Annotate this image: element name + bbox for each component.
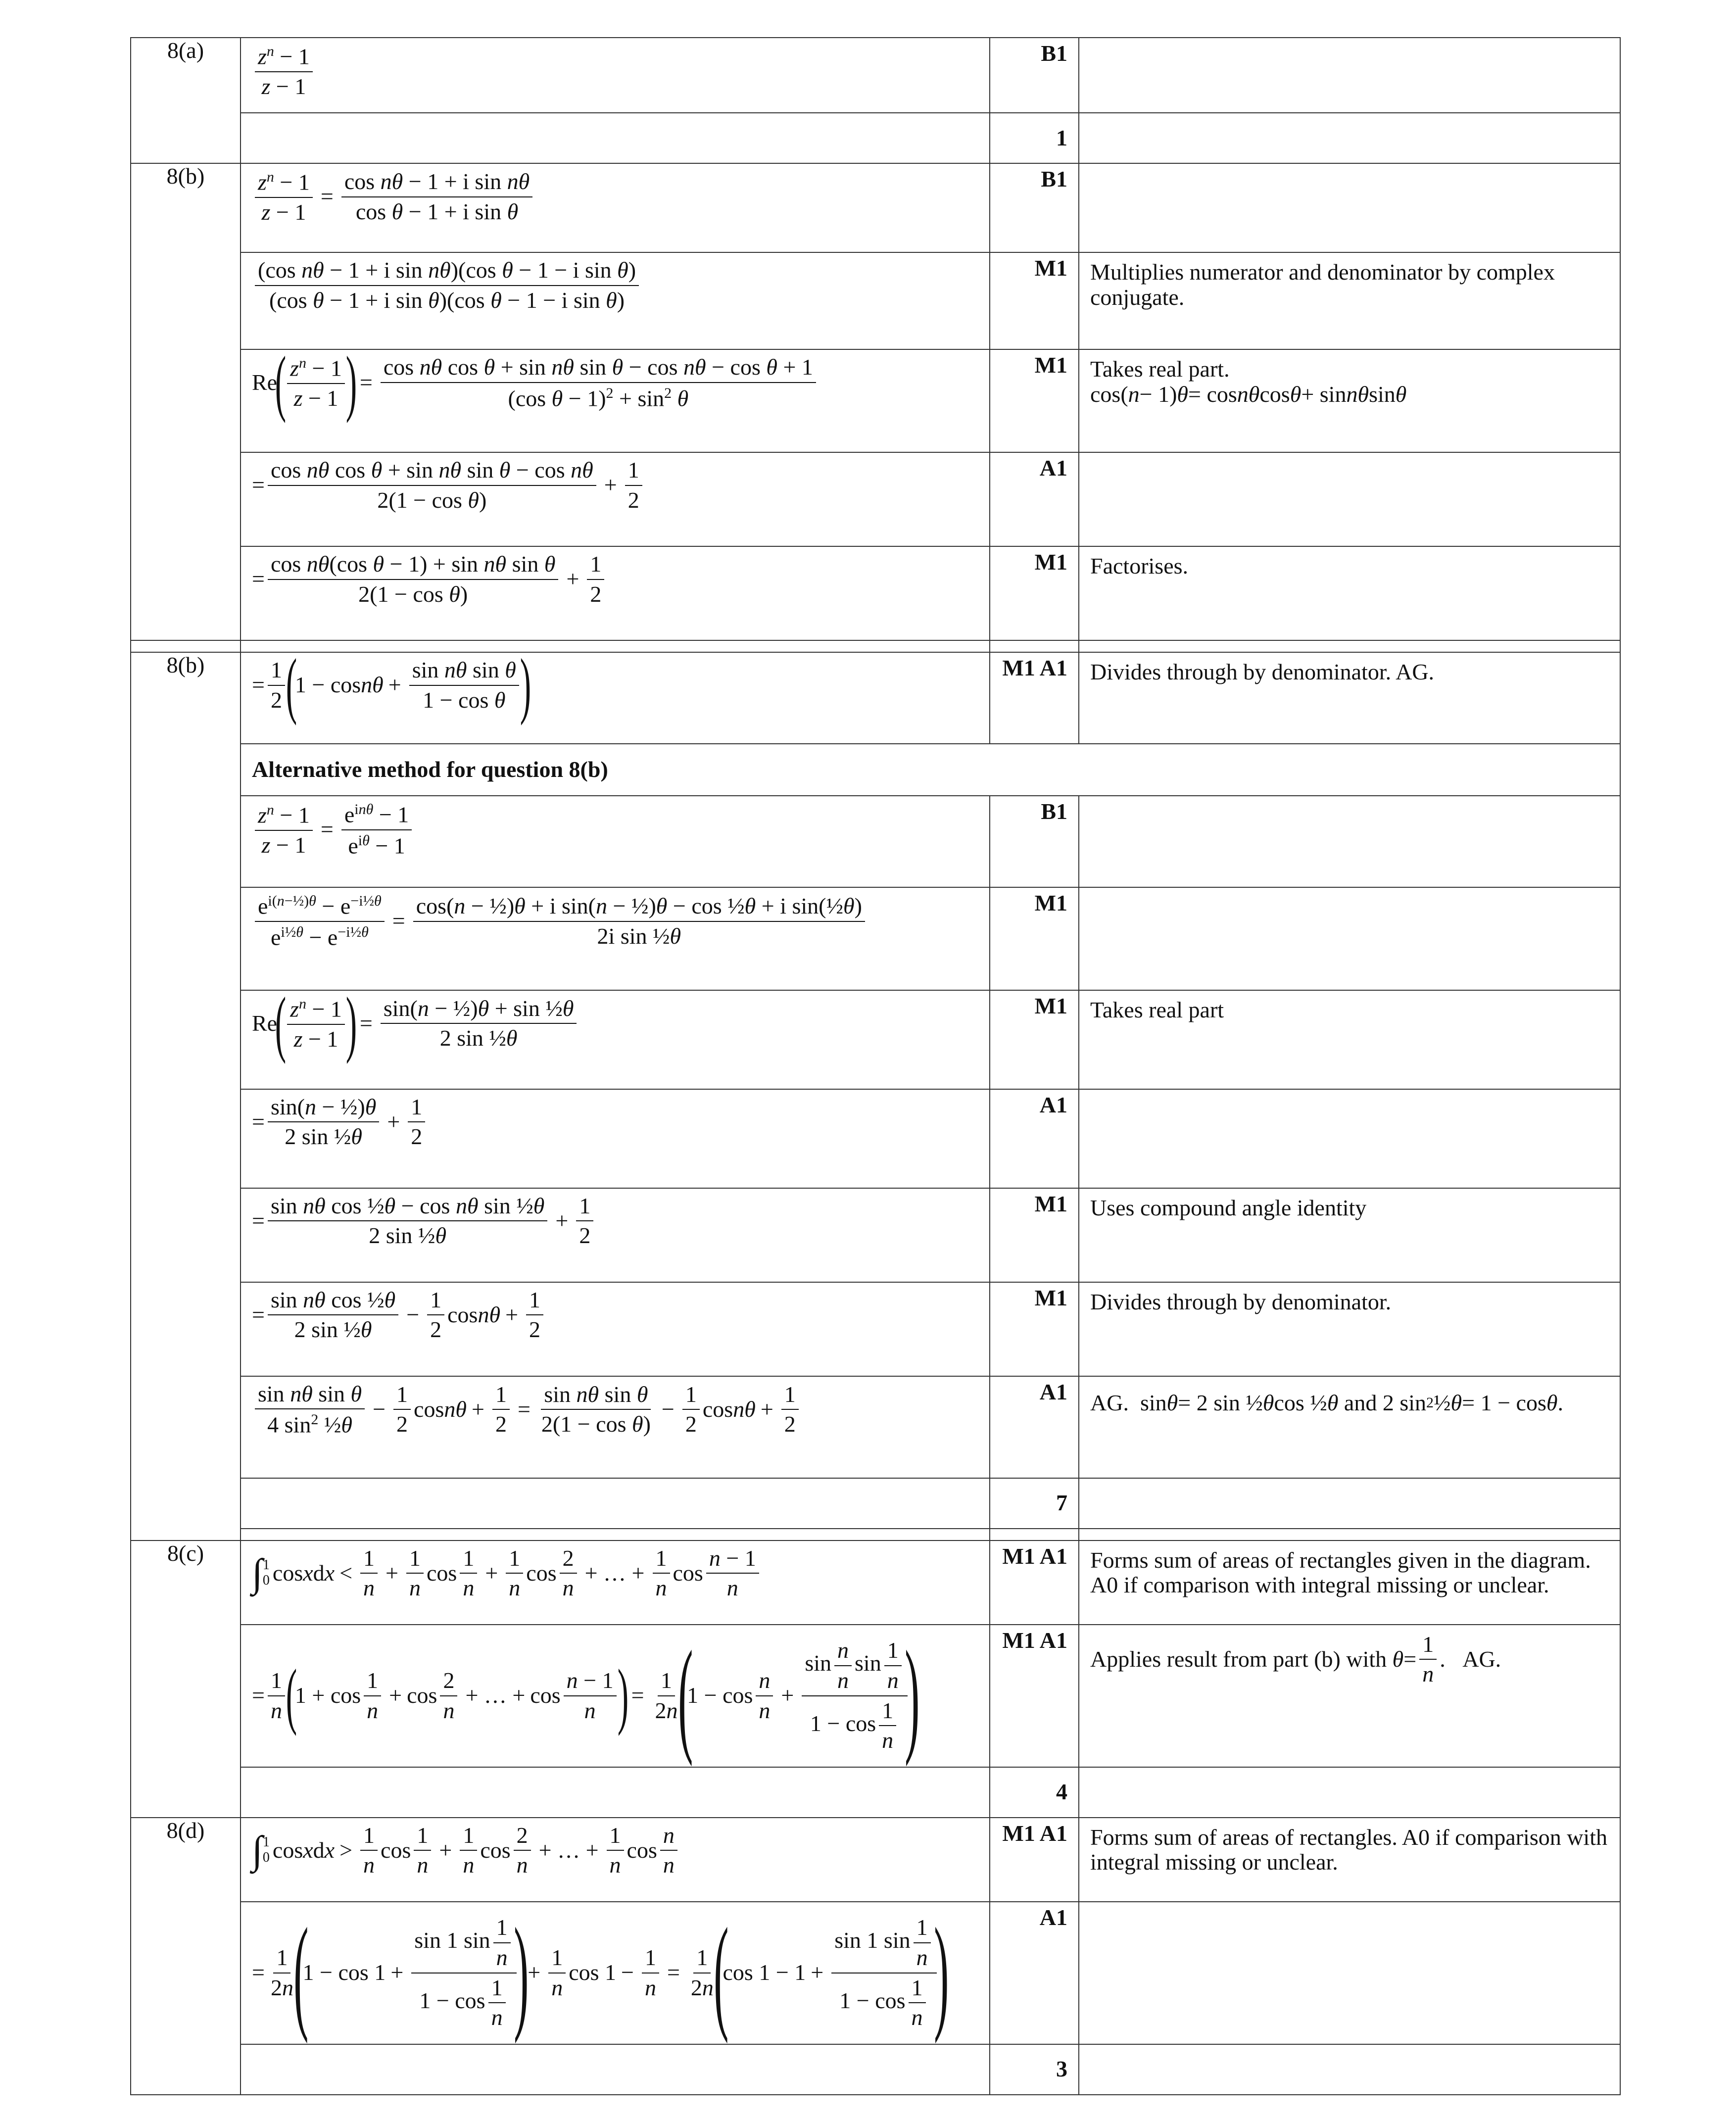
table-row <box>131 1089 1620 1188</box>
comment-cell <box>1079 113 1620 163</box>
table-row <box>131 1818 1620 1902</box>
table-row <box>131 1188 1620 1282</box>
comment-cell <box>1079 1089 1620 1188</box>
table-row <box>131 163 1620 252</box>
alternative-method-heading: Alternative method for question 8(b) <box>241 744 1620 796</box>
question-number: 8(c) <box>131 1540 241 1818</box>
table-row <box>131 1478 1620 1529</box>
table-row <box>131 38 1620 113</box>
working-cell <box>241 2044 990 2095</box>
comment-cell: Divides through by denominator. AG. <box>1079 652 1620 744</box>
table-row <box>131 349 1620 452</box>
comment-cell <box>1079 163 1620 252</box>
table-row <box>131 452 1620 546</box>
comment-cell <box>1079 452 1620 546</box>
table-row <box>131 1767 1620 1818</box>
working-cell: = $\frac{1}{2n}$ ( 1 − cos 1 + sin 1 sin $\frac{1}{n}$ 1 − cos $\frac{1}{n}$ ) + $\frac{1}{n}$ cos 1 − $\frac{1}{n}$ = $\frac{1}{2n}$ ( cos 1 − 1 + sin 1 sin $\frac{1}{n}$ 1 − cos $\frac{1}{n}$ ) <box>241 1902 990 2044</box>
question-number: 8(d) <box>131 1818 241 2095</box>
working-cell: Re ( $\frac{z^n - 1}{z - 1}$ ) = $\frac{\text{cos nθ cos θ + sin nθ sin θ − cos nθ − cos θ + 1}}{(\cos \theta - 1)^2 + \sin^2 \theta}$ <box>241 349 990 452</box>
comment-text: AG. <box>1462 1646 1501 1672</box>
comment-cell: Takes real part. cos( n − 1) θ = cos nθ cos θ + sin nθ sin θ <box>1079 349 1620 452</box>
comment-text: Takes real part. <box>1090 356 1230 382</box>
working-cell <box>241 113 990 163</box>
working-cell: Re ( $\frac{z^n - 1}{z - 1}$ ) = $\frac{\text{sin(n − ½)θ + sin ½θ}}{\text{2 sin ½θ}}$ <box>241 990 990 1089</box>
mark-cell: M1 <box>990 1282 1079 1376</box>
mark-scheme-table <box>130 37 1621 2095</box>
comment-cell: Uses compound angle identity <box>1079 1188 1620 1282</box>
total-mark: 4 <box>990 1767 1079 1818</box>
comment-cell: Forms sum of areas of rectangles. A0 if comparison with integral missing or unclear. <box>1079 1818 1620 1902</box>
mark-cell: B1 <box>990 796 1079 887</box>
total-mark: 1 <box>990 113 1079 163</box>
comment-cell <box>1079 2044 1620 2095</box>
table-row <box>131 252 1620 349</box>
table-row <box>131 796 1620 887</box>
table-row <box>131 744 1620 796</box>
mark-cell: M1 <box>990 349 1079 452</box>
working-cell: $\frac{\text{(cos nθ − 1 + i sin nθ)(cos θ − 1 − i sin θ)}}{\text{(cos θ − 1 + i sin θ)(cos θ − 1 − i sin θ)}}$ <box>241 252 990 349</box>
working-cell: = $\frac{1}{n}$ ( 1 + cos $\frac{1}{n}$ + cos $\frac{2}{n}$ + … + cos $\frac{n - 1}{n}$ ) = $\frac{1}{2n}$ ( 1 − cos $\frac{n}{n}$ + sin $\frac{n}{n}$ sin $\frac{1}{n}$ 1 − cos $\frac{1}{n}$ ) <box>241 1625 990 1767</box>
working-cell <box>241 1767 990 1818</box>
total-mark: 7 <box>990 1478 1079 1529</box>
comment-cell: Applies result from part (b) with θ = $\frac{1}{n}$ . AG. <box>1079 1625 1620 1767</box>
working-cell: $\frac{\text{sin nθ sin θ}}{4 \sin^2 \frac{1}{2}\theta}$ − $\frac{1}{2}$ cos nθ + $\frac{1}{2}$ = $\frac{\text{sin nθ sin θ}}{\text{2(1 − cos θ)}}$ − $\frac{1}{2}$ cos nθ + $\frac{1}{2}$ <box>241 1376 990 1478</box>
question-number: 8(b) <box>131 163 241 640</box>
working-cell: $\frac{z^n - 1}{z - 1}$ = $\frac{\text{cos nθ − 1 + i sin nθ}}{\text{cos θ − 1 + i sin θ}}$ <box>241 163 990 252</box>
comment-text: Applies result from part (b) with <box>1090 1646 1387 1672</box>
mark-cell: M1 <box>990 546 1079 640</box>
working-cell: $\frac{e^{i(n-\frac{1}{2})\theta} - e^{-i\frac{1}{2}\theta}}{e^{i\frac{1}{2}\theta} - e^{-i\frac{1}{2}\theta}}$ = $\frac{\text{cos(n − ½)θ + i sin(n − ½)θ − cos ½θ + i sin(½θ)}}{\text{2i sin ½θ}}$ <box>241 887 990 990</box>
comment-cell: Takes real part <box>1079 990 1620 1089</box>
working-cell: = $\frac{1}{2}$ ( 1 − cos nθ + $\frac{\text{sin nθ sin θ}}{\text{1 − cos θ}}$ ) <box>241 652 990 744</box>
table-row <box>131 113 1620 163</box>
table-row <box>131 1540 1620 1625</box>
working-cell: = $\frac{\text{cos nθ(cos θ − 1) + sin nθ sin θ}}{\text{2(1 − cos θ)}}$ + $\frac{1}{2}$ <box>241 546 990 640</box>
mark-cell: A1 <box>990 452 1079 546</box>
working-cell: $\frac{z^n - 1}{z - 1}$ <box>241 38 990 113</box>
table-row <box>131 887 1620 990</box>
mark-cell: M1 A1 <box>990 652 1079 744</box>
mark-cell: M1 <box>990 1188 1079 1282</box>
mark-cell: B1 <box>990 38 1079 113</box>
comment-cell: Multiplies numerator and denominator by complex conjugate. <box>1079 252 1620 349</box>
table-row <box>131 652 1620 744</box>
question-number: 8(b) <box>131 652 241 1540</box>
separator-row <box>131 640 1620 652</box>
mark-cell: M1 <box>990 990 1079 1089</box>
working-cell: = $\frac{\text{sin(n − ½)θ}}{\text{2 sin ½θ}}$ + $\frac{1}{2}$ <box>241 1089 990 1188</box>
mark-cell: M1 <box>990 887 1079 990</box>
table-row <box>131 1376 1620 1478</box>
comment-cell <box>1079 1767 1620 1818</box>
working-cell: $\frac{z^n - 1}{z - 1}$ = $\frac{e^{in\theta} - 1}{e^{i\theta} - 1}$ <box>241 796 990 887</box>
table-row <box>131 1282 1620 1376</box>
table-row <box>131 990 1620 1089</box>
comment-cell <box>1079 796 1620 887</box>
working-cell: ∫ 1 0 cos x d x < $\frac{1}{n}$ + $\frac{1}{n}$ cos $\frac{1}{n}$ + $\frac{1}{n}$ cos $\frac{2}{n}$ + … + $\frac{1}{n}$ cos $\frac{n - 1}{n}$ <box>241 1540 990 1625</box>
comment-text: and <box>1344 1390 1377 1415</box>
comment-cell: AG. sin θ = 2 sin ½ θ cos ½ θ and 2 sin 2 ½ θ = 1 − cos θ . <box>1079 1376 1620 1478</box>
table-row <box>131 1625 1620 1767</box>
working-cell: = $\frac{\text{sin nθ cos ½θ − cos nθ sin ½θ}}{\text{2 sin ½θ}}$ + $\frac{1}{2}$ <box>241 1188 990 1282</box>
working-cell: = $\frac{\text{cos nθ cos θ + sin nθ sin θ − cos nθ}}{\text{2(1 − cos θ)}}$ + $\frac{1}{2}$ <box>241 452 990 546</box>
comment-cell: Forms sum of areas of rectangles given in the diagram. A0 if comparison with integral missing or unclear. <box>1079 1540 1620 1625</box>
table-row <box>131 546 1620 640</box>
comment-cell: Factorises. <box>1079 546 1620 640</box>
table-row <box>131 1902 1620 2044</box>
working-cell <box>241 1478 990 1529</box>
question-number: 8(a) <box>131 38 241 163</box>
table-row <box>131 2044 1620 2095</box>
mark-cell: M1 A1 <box>990 1625 1079 1767</box>
comment-text: AG. <box>1090 1390 1129 1415</box>
mark-cell: B1 <box>990 163 1079 252</box>
mark-cell: A1 <box>990 1902 1079 2044</box>
comment-cell <box>1079 1478 1620 1529</box>
mark-scheme-page <box>130 37 1620 2095</box>
comment-cell <box>1079 887 1620 990</box>
total-mark: 3 <box>990 2044 1079 2095</box>
separator-row <box>131 1529 1620 1540</box>
mark-cell: M1 A1 <box>990 1540 1079 1625</box>
comment-cell <box>1079 1902 1620 2044</box>
working-cell: = $\frac{\text{sin nθ cos ½θ}}{\text{2 sin ½θ}}$ − $\frac{1}{2}$ cos nθ + $\frac{1}{2}$ <box>241 1282 990 1376</box>
mark-cell: M1 A1 <box>990 1818 1079 1902</box>
working-cell: ∫ 1 0 cos x d x > $\frac{1}{n}$ cos $\frac{1}{n}$ + $\frac{1}{n}$ cos $\frac{2}{n}$ + … + $\frac{1}{n}$ cos $\frac{n}{n}$ <box>241 1818 990 1902</box>
comment-cell <box>1079 38 1620 113</box>
mark-cell: A1 <box>990 1089 1079 1188</box>
mark-cell: M1 <box>990 252 1079 349</box>
comment-cell: Divides through by denominator. <box>1079 1282 1620 1376</box>
mark-cell: A1 <box>990 1376 1079 1478</box>
